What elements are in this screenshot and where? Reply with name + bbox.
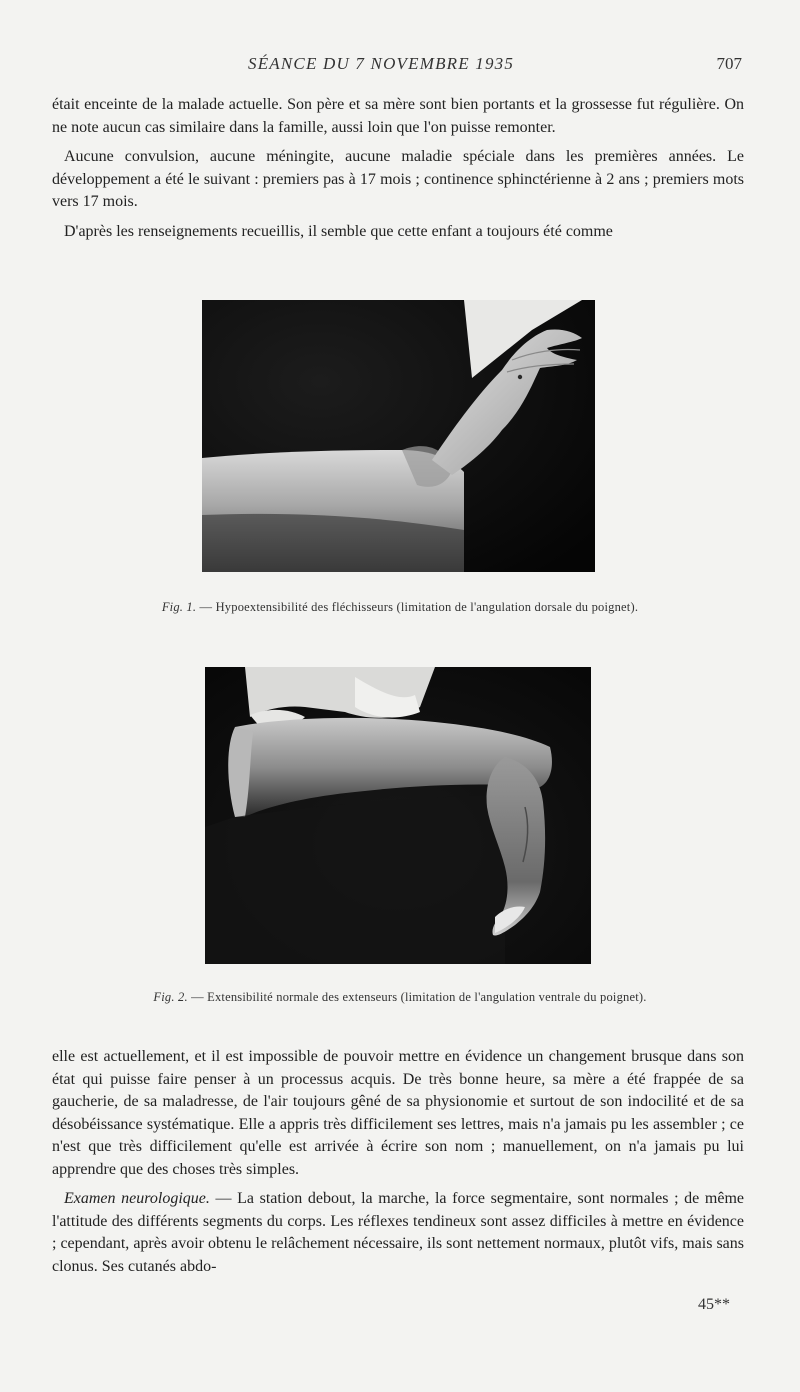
bottom-text-block bbox=[52, 1046, 744, 1278]
paragraph-information: D'après les renseignements recueillis, il semble que cette enfant a toujours été comme bbox=[64, 222, 613, 240]
figure-1-caption bbox=[0, 600, 800, 615]
paragraph-development: Aucune convulsion, aucune méningite, aucune maladie spéciale dans les premières années. Le développement a été le suivant : premiers pas à 17 mois ; continence sphinctérienne à 2 ans ; premiers mots vers 17 mois. bbox=[52, 148, 744, 210]
running-head bbox=[0, 54, 800, 78]
paragraph-neurological-exam bbox=[52, 1188, 744, 1278]
neuro-exam-label: Examen neurologique. bbox=[64, 1190, 210, 1207]
paragraph-family-history: était enceinte de la malade actuelle. Son père et sa mère sont bien portants et la grossesse fut régulière. On ne note aucun cas similaire dans la famille, aussi loin que l'on puisse remonter. bbox=[52, 96, 744, 136]
page-number: 707 bbox=[716, 54, 742, 73]
figure-2-caption bbox=[0, 990, 800, 1005]
neuro-exam-text: — La station debout, la marche, la force segmentaire, sont normales ; de même l'attitude des différents segments du corps. Les réflexes tendineux sont assez difficiles à mettre en évidence ; cependant, après avoir obtenu le relâchement nécessaire, ils sont nettement normaux, plutôt vifs, mais sans clonus. Ses cutanés abdo- bbox=[52, 1190, 745, 1275]
figure-2-caption-text: — Extensibilité normale des extenseurs (limitation de l'angulation ventrale du poignet). bbox=[187, 990, 647, 1004]
figure-2-label: Fig. 2. bbox=[153, 990, 188, 1004]
figure-1-caption-text: — Hypoextensibilité des fléchisseurs (limitation de l'angulation dorsale du poignet). bbox=[196, 600, 639, 614]
signature-mark: 45** bbox=[698, 1296, 730, 1313]
figure-2-photo bbox=[205, 667, 591, 964]
top-text-block bbox=[52, 94, 744, 243]
figure-1-label: Fig. 1. bbox=[161, 600, 197, 614]
running-title: SÉANCE DU 7 NOVEMBRE 1935 bbox=[248, 54, 515, 73]
paragraph-behavior: elle est actuellement, et il est impossible de pouvoir mettre en évidence un changement brusque dans son état qui puisse faire penser à un processus acquis. De très bonne heure, sa mère a été frappée de sa gaucherie, de sa maladresse, de l'air toujours gêné de sa physionomie et surtout de son indocilité et de sa désobéissance systématique. Elle a appris très difficilement ses lettres, mais n'a jamais pu les assembler ; ce n'est que très difficilement qu'elle est arrivée à écrire son nom ; manuellement, on n'a jamais pu lui apprendre que des choses très simples. bbox=[52, 1048, 744, 1178]
figure-1-photo bbox=[202, 300, 595, 572]
